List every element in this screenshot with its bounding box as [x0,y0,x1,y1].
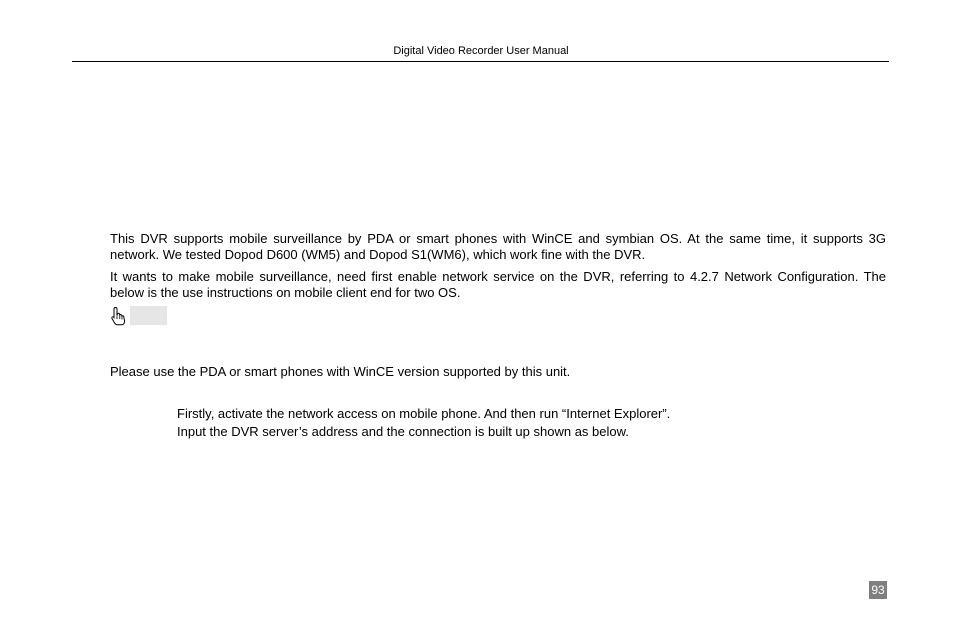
wince-paragraph: Please use the PDA or smart phones with WinCE version supported by this unit. [110,364,571,379]
intro-paragraph: This DVR supports mobile surveillance by PDA or smart phones with WinCE and symbian OS. At the same time, it supports 3G network. We tested Dopod D600 (WM5) and Dopod S1(WM6), which work fine with the DVR. [110,231,886,262]
page-number: 93 [869,581,887,599]
step-2-text: Input the DVR server’s address and the connection is built up shown as below. [177,424,629,439]
setup-paragraph: It wants to make mobile surveillance, need first enable network service on the DVR, referring to 4.2.7 Network Configuration. The below is the use instructions on mobile client end for two OS. [110,269,886,300]
page-header-title: Digital Video Recorder User Manual [393,45,569,57]
note-marker [110,306,190,326]
note-label-box [130,306,167,325]
hand-pointer-icon [110,306,126,326]
header-divider [72,61,889,62]
step-1-text: Firstly, activate the network access on mobile phone. And then run “Internet Explorer”. [177,406,671,421]
